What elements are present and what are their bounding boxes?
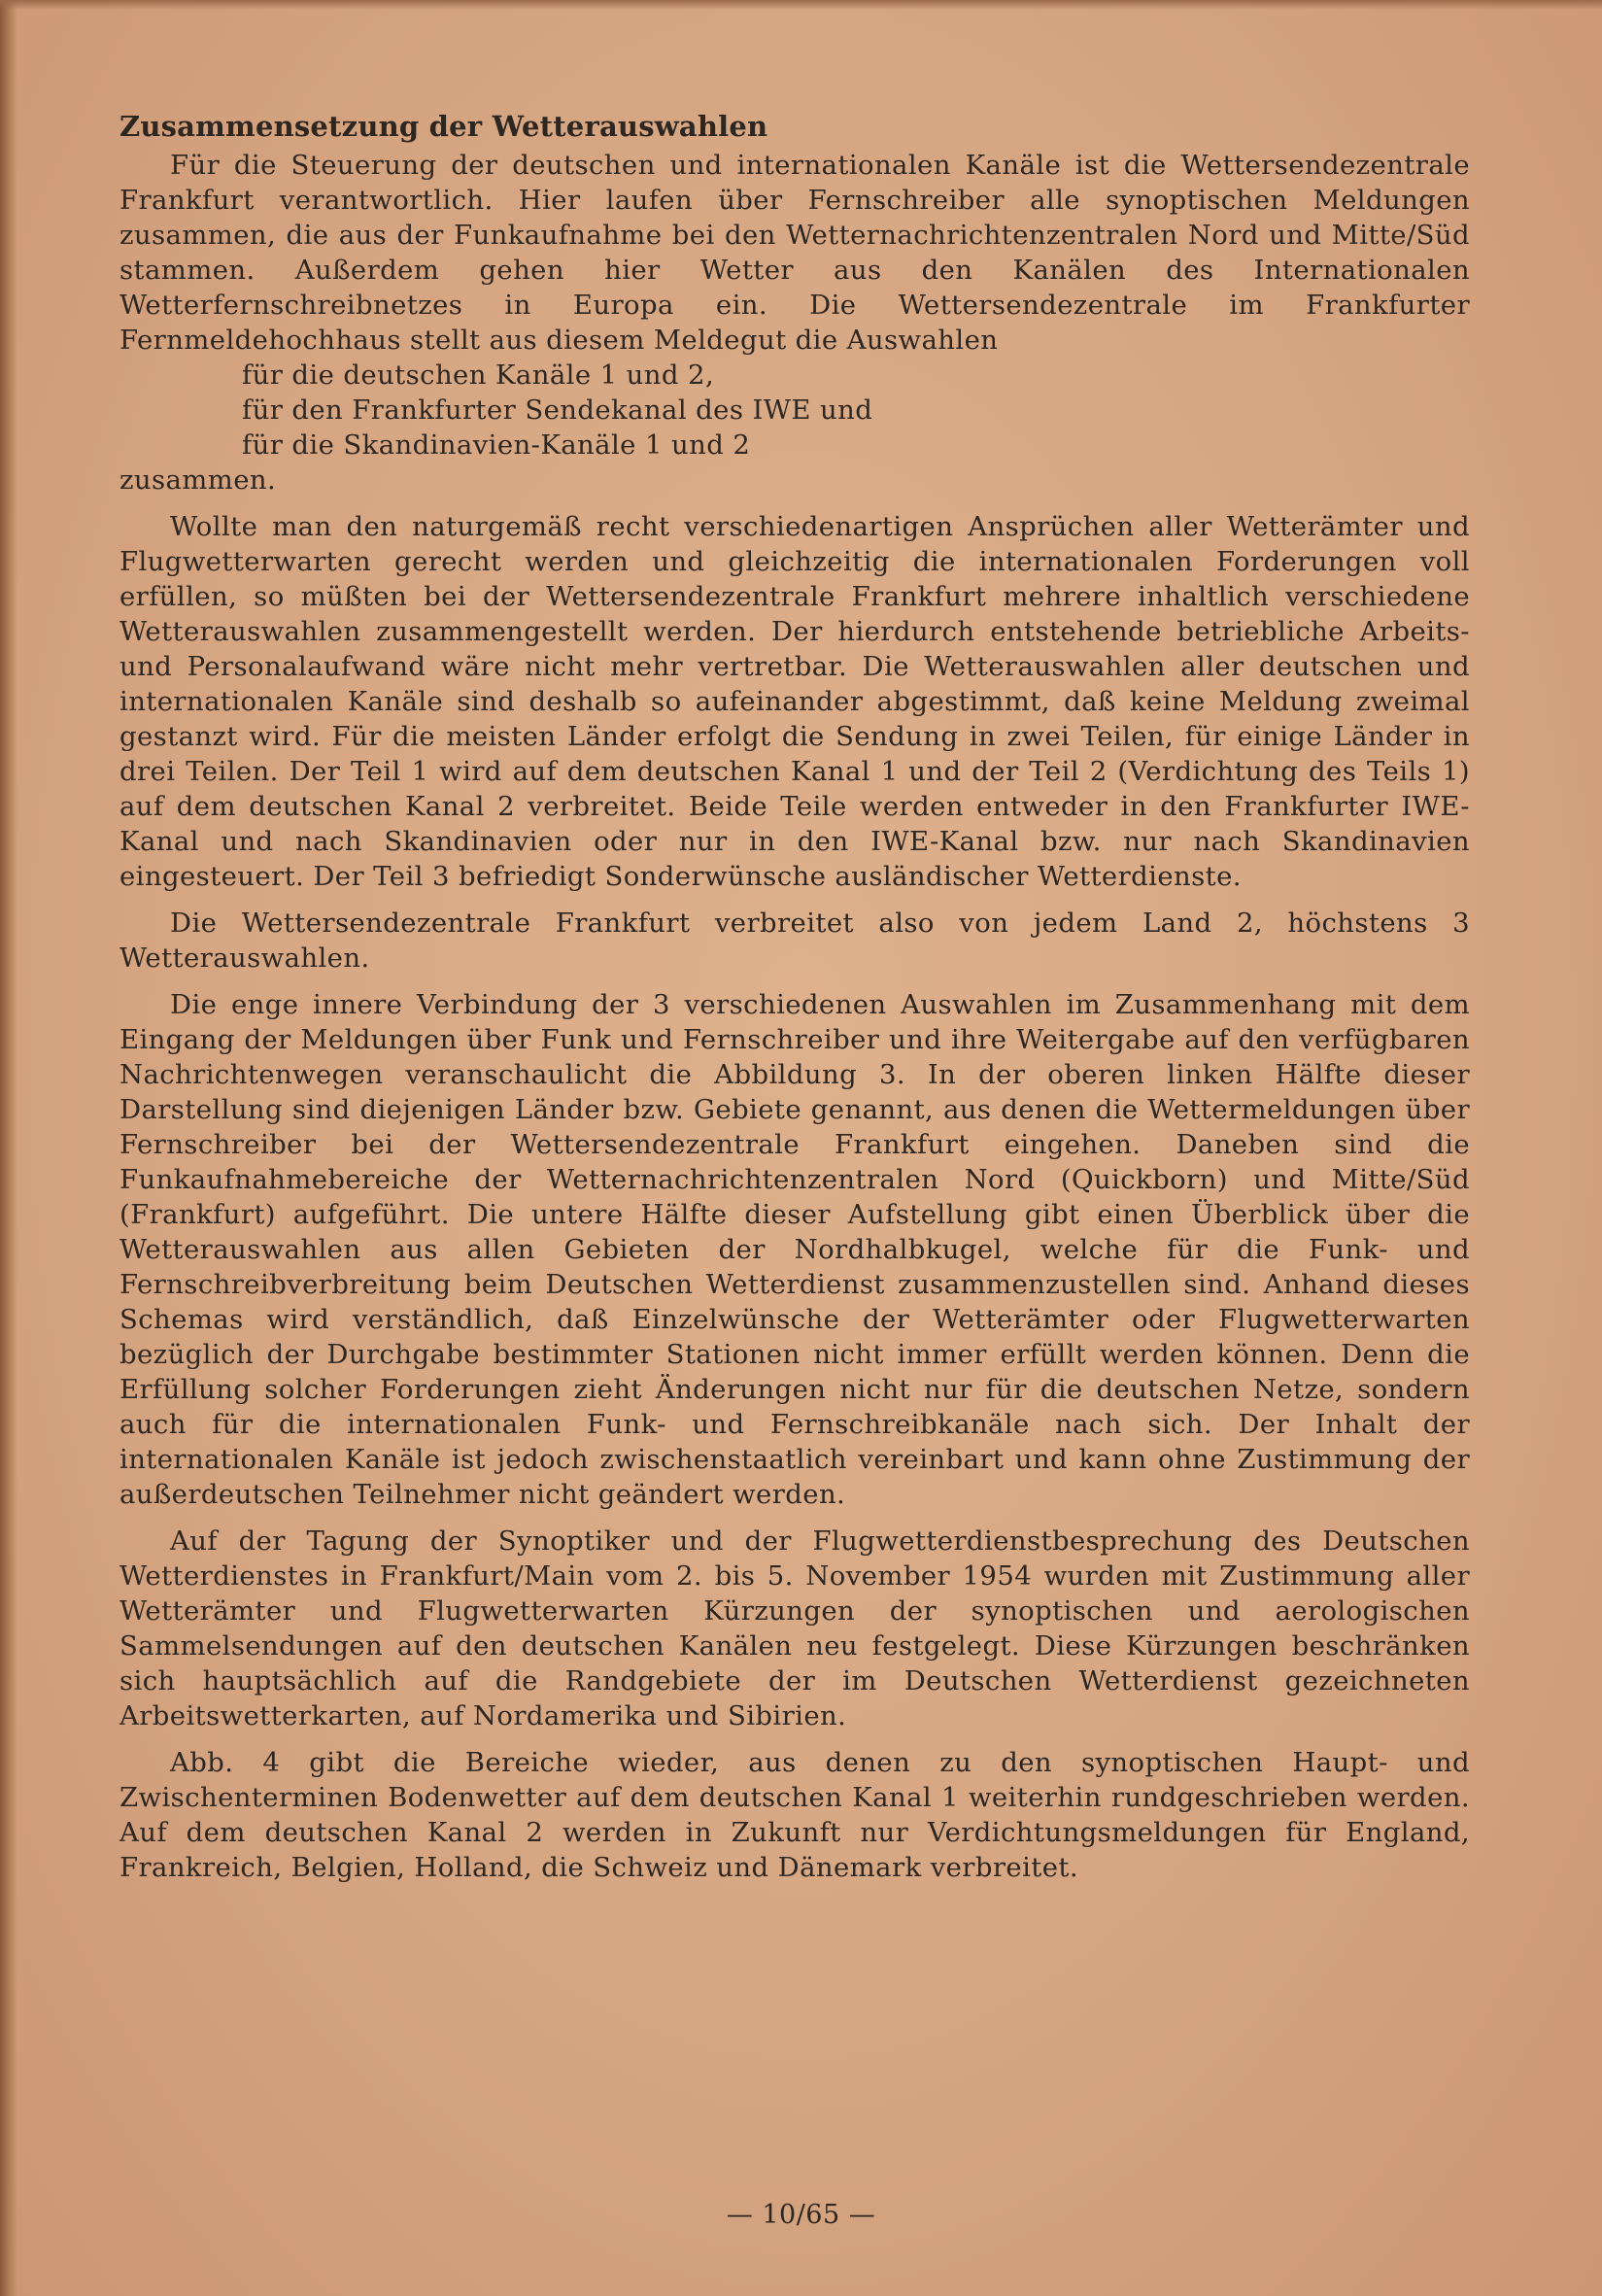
- paragraph-3: Die Wettersendezentrale Frankfurt verbreitet also von jedem Land 2, höchstens 3 Wetterauswahlen.: [119, 908, 1470, 974]
- page-edge-top: [0, 0, 1602, 10]
- paragraph-5: Auf der Tagung der Synoptiker und der Flugwetterdienstbesprechung des Deutschen Wetterdienstes in Frankfurt/Main vom 2. bis 5. November 1954 wurden mit Zustimmung aller Wetterämter und Flugwetterwarten Kürzungen der synoptischen und aerologischen Sammelsendungen auf den deutschen Kanälen neu festgelegt. Diese Kürzungen beschränken sich hauptsächlich auf die Randgebiete der im Deutschen Wetterdienst gezeichneten Arbeitswetterkarten, auf Nordamerika und Sibirien.: [119, 1525, 1470, 1731]
- paragraph-6: Abb. 4 gibt die Bereiche wieder, aus denen zu den synoptischen Haupt- und Zwischenterminen Bodenwetter auf dem deutschen Kanal 1 weiterhin rundgeschrieben werden. Auf dem deutschen Kanal 2 werden in Zukunft nur Verdichtungsmeldungen für England, Frankreich, Belgien, Holland, die Schweiz und Dänemark verbreitet.: [119, 1747, 1470, 1883]
- page-edge-left: [0, 0, 17, 2296]
- page-number: — 10/65 —: [726, 2200, 876, 2230]
- list-closing-text: zusammen.: [119, 464, 277, 496]
- auswahlen-list: [242, 358, 1470, 463]
- paragraph-1: Für die Steuerung der deutschen und internationalen Kanäle ist die Wettersendezentrale Frankfurt verantwortlich. Hier laufen über Fernschreiber alle synoptischen Meldungen zusammen, die aus der Funkaufnahme bei den Wetternachrichtenzentralen Nord und Mitte/Süd stammen. Außerdem gehen hier Wetter aus den Kanälen des Internationalen Wetterfernschreibnetzes in Europa ein. Die Wettersendezentrale im Frankfurter Fernmeldehochhaus stellt aus diesem Meldegut die Auswahlen: [119, 150, 1470, 356]
- list-item: für die Skandinavien-Kanäle 1 und 2: [242, 429, 751, 461]
- section-heading: Zusammensetzung der Wetterauswahlen: [119, 110, 768, 143]
- paragraph-4: Die enge innere Verbindung der 3 verschiedenen Auswahlen im Zusammenhang mit dem Eingang der Meldungen über Funk und Fernschreiber und ihre Weitergabe auf den verfügbaren Nachrichtenwegen veranschaulicht die Abbildung 3. In der oberen linken Hälfte dieser Darstellung sind diejenigen Länder bzw. Gebiete genannt, aus denen die Wettermeldungen über Fernschreiber bei der Wettersendezentrale Frankfurt eingehen. Daneben sind die Funkaufnahmebereiche der Wetternachrichtenzentralen Nord (Quickborn) und Mitte/Süd (Frankfurt) aufgeführt. Die untere Hälfte dieser Aufstellung gibt einen Überblick über die Wetterauswahlen aus allen Gebieten der Nordhalbkugel, welche für die Funk- und Fernschreibverbreitung beim Deutschen Wetterdienst zusammenzustellen sind. Anhand dieses Schemas wird verständlich, daß Einzelwünsche der Wetterämter oder Flugwetterwarten bezüglich der Durchgabe bestimmter Stationen nicht immer erfüllt werden können. Denn die Erfüllung solcher Forderungen zieht Änderungen nicht nur für die deutschen Netze, sondern auch für die internationalen Funk- und Fernschreibkanäle nach sich. Der Inhalt der internationalen Kanäle ist jedoch zwischenstaatlich vereinbart und kann ohne Zustimmung der außerdeutschen Teilnehmer nicht geändert werden.: [119, 989, 1470, 1510]
- page-content: [119, 109, 1470, 1897]
- list-item: für die deutschen Kanäle 1 und 2,: [242, 360, 715, 391]
- paragraph-2: Wollte man den naturgemäß recht verschiedenartigen Ansprüchen aller Wetterämter und Flugwetterwarten gerecht werden und gleichzeitig die internationalen Forderungen voll erfüllen, so müßten bei der Wettersendezentrale Frankfurt mehrere inhaltlich verschiedene Wetterauswahlen zusammengestellt werden. Der hierdurch entstehende betriebliche Arbeits- und Personalaufwand wäre nicht mehr vertretbar. Die Wetterauswahlen aller deutschen und internationalen Kanäle sind deshalb so aufeinander abgestimmt, daß keine Meldung zweimal gestanzt wird. Für die meisten Länder erfolgt die Sendung in zwei Teilen, für einige Länder in drei Teilen. Der Teil 1 wird auf dem deutschen Kanal 1 und der Teil 2 (Verdichtung des Teils 1) auf dem deutschen Kanal 2 verbreitet. Beide Teile werden entweder in den Frankfurter IWE-Kanal und nach Skandinavien oder nur in den IWE-Kanal bzw. nur nach Skandinavien eingesteuert. Der Teil 3 befriedigt Sonderwünsche ausländischer Wetterdienste.: [119, 511, 1470, 892]
- list-item: für den Frankfurter Sendekanal des IWE und: [242, 394, 873, 426]
